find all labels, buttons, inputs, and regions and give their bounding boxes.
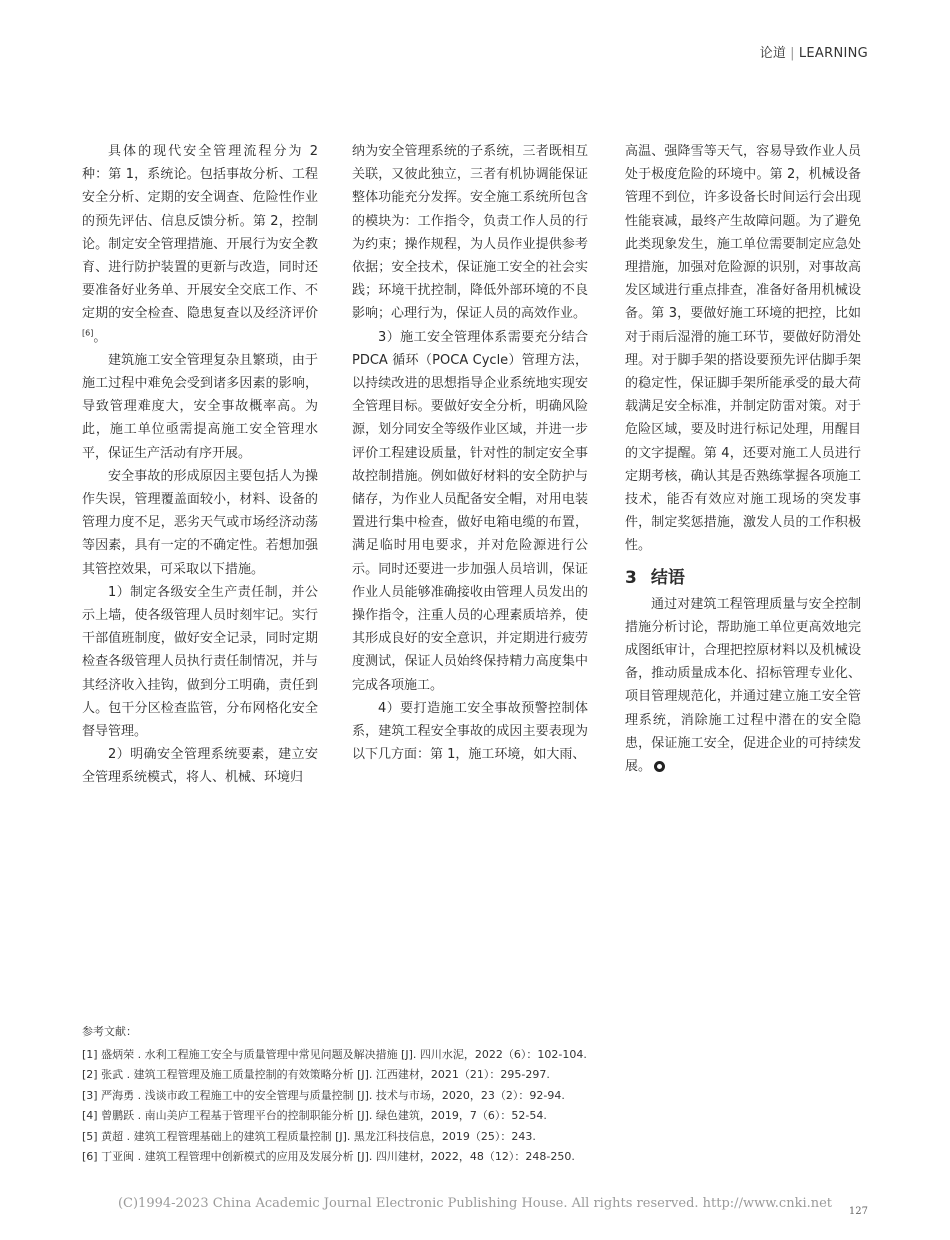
reference-item: [2] 张武 . 建筑工程管理及施工质量控制的有效策略分析 [J]. 江西建材，2021（21）：295-297. — [82, 1068, 550, 1081]
page-number: 127 — [848, 1206, 868, 1217]
references-title: 参考文献： — [82, 1025, 137, 1038]
paragraph: 2）明确安全管理系统要素，建立安全管理系统模式，将人、机械、环境归 — [82, 747, 318, 786]
paragraph: 4）要打造施工安全事故预警控制体系，建筑工程安全事故的成因主要表现为以下几方面：第 1，施工环境，如大雨、 — [352, 700, 588, 763]
running-header — [760, 42, 868, 61]
header-column-name: 论道 — [759, 46, 787, 61]
text-column-1 — [82, 140, 318, 790]
references — [82, 1022, 882, 1168]
paragraph: 建筑施工安全管理复杂且繁琐，由于施工过程中难免会受到诸多因素的影响，导致管理难度大，安全事故概率高。为此，施工单位亟需提高施工安全管理水平，保证生产活动有序开展。 — [82, 352, 318, 461]
header-column-en: LEARNING — [798, 46, 868, 61]
reference-item: [5] 黄超 . 建筑工程管理基础上的建筑工程质量控制 [J]. 黑龙江科技信息，2019（25）：243. — [82, 1129, 536, 1143]
paragraph: 安全事故的形成原因主要包括人为操作失误，管理覆盖面较小，材料、设备的管理力度不足，恶劣天气或市场经济动荡等因素，具有一定的不确定性。若想加强其管控效果，可采取以下措施。 — [82, 468, 318, 577]
article-end-icon — [654, 761, 665, 772]
paragraph: 具体的现代安全管理流程分为 2 种：第 1，系统论。包括事故分析、工程安全分析、定期的安全调查、危险性作业的预先评估、信息反馈分析。第 2，控制论。制定安全管理措施、开展行为安全教育、进行防护装置的更新与改造，同时还要准备好业务单、开展安全交底工作、不定期的安全检查、隐患复查以及经济评价[6]。 — [82, 144, 318, 345]
text-column-2 — [352, 140, 588, 766]
reference-item: [3] 严海勇 . 浅谈市政工程施工中的安全管理与质量控制 [J]. 技术与市场，2020，23（2）：92-94. — [82, 1088, 565, 1102]
header-separator: | — [790, 46, 795, 61]
paragraph: 纳为安全管理系统的子系统，三者既相互关联，又彼此独立，三者有机协调能保证整体功能充分发挥。安全施工系统所包含的模块为：工作指令，负责工作人员的行为约束；操作规程，为人员作业提供参考依据；安全技术，保证施工安全的社会实践；环境干扰控制，降低外部环境的不良影响；心理行为，保证人员的高效作业。 — [352, 144, 588, 322]
section-number: 3 — [625, 567, 637, 588]
paragraph: 1）制定各级安全生产责任制，并公示上墙，使各级管理人员时刻牢记。实行干部值班制度，做好安全记录，同时定期检查各级管理人员执行责任制情况，并与其经济收入挂钩，做到分工明确，责任到人。包干分区检查监管，分布网格化安全督导管理。 — [82, 584, 318, 740]
paragraph: 通过对建筑工程管理质量与安全控制措施分析讨论，帮助施工单位更高效地完成图纸审计，合理把控原材料以及机械设备，推动质量成本化、招标管理专业化、项目管理规范化，并通过建立施工安全管理系统，消除施工过程中潜在的安全隐患，保证施工安全，促进企业的可持续发展。 — [625, 596, 861, 775]
paragraph: 高温、强降雪等天气，容易导致作业人员处于极度危险的环境中。第 2，机械设备管理不到位，许多设备长时间运行会出现性能衰减，最终产生故障问题。为了避免此类现象发生，施工单位需要制定应急处理措施，加强对危险源的识别，对事故高发区域进行重点排查，准备好备用机械设备。第 3，要做好施工环境的把控，比如对于雨后湿滑的施工环节，要做好防滑处理。对于脚手架的搭设要预先评估脚手架的稳定性，保证脚手架所能承受的最大荷载满足安全标准，并制定防雷对策。对于危险区域，要及时进行标记处理，用醒目的文字提醒。第 4，还要对施工人员进行定期考核，确认其是否熟练掌握各项施工技术，能否有效应对施工现场的突发事件，制定奖惩措施，激发人员的工作积极性。 — [625, 144, 861, 554]
citation-6: [6] — [82, 328, 94, 338]
section-heading — [625, 564, 861, 592]
text-column-3 — [625, 140, 861, 778]
paragraph: 3）施工安全管理体系需要充分结合 PDCA 循环（POCA Cycle）管理方法，以持续改进的思想指导企业系统地实现安全管理目标。要做好安全分析，明确风险源，划分同安全等级作业区域，并进一步评价工程建设质量，针对性的制定安全事故控制措施。例如做好材料的安全防护与储存，为作业人员配备安全帽，对用电装置进行集中检查，做好电箱电缆的布置，满足临时用电要求，并对危险源进行公示。同时还要进一步加强人员培训，保证作业人员能够准确接收由管理人员发出的操作指令，注重人员的心理素质培养，使其形成良好的安全意识，并定期进行疲劳度测试，保证人员始终保持精力高度集中完成各项施工。 — [352, 329, 588, 693]
reference-item: [6] 丁亚闽 . 建筑工程管理中创新模式的应用及发展分析 [J]. 四川建材，2022，48（12）：248-250. — [82, 1150, 575, 1163]
reference-item: [4] 曾鹏跃 . 南山美庐工程基于管理平台的控制职能分析 [J]. 绿色建筑，2019，7（6）：52-54. — [82, 1109, 547, 1122]
reference-item: [1] 盛炳荣 . 水利工程施工安全与质量管理中常见问题及解决措施 [J]. 四川水泥，2022（6）：102-104. — [82, 1047, 587, 1061]
section-title: 结语 — [650, 567, 685, 588]
copyright-footer: (C)1994-2023 China Academic Journal Electronic Publishing House. All rights reserved. http://www.cnki.net — [117, 1196, 833, 1211]
